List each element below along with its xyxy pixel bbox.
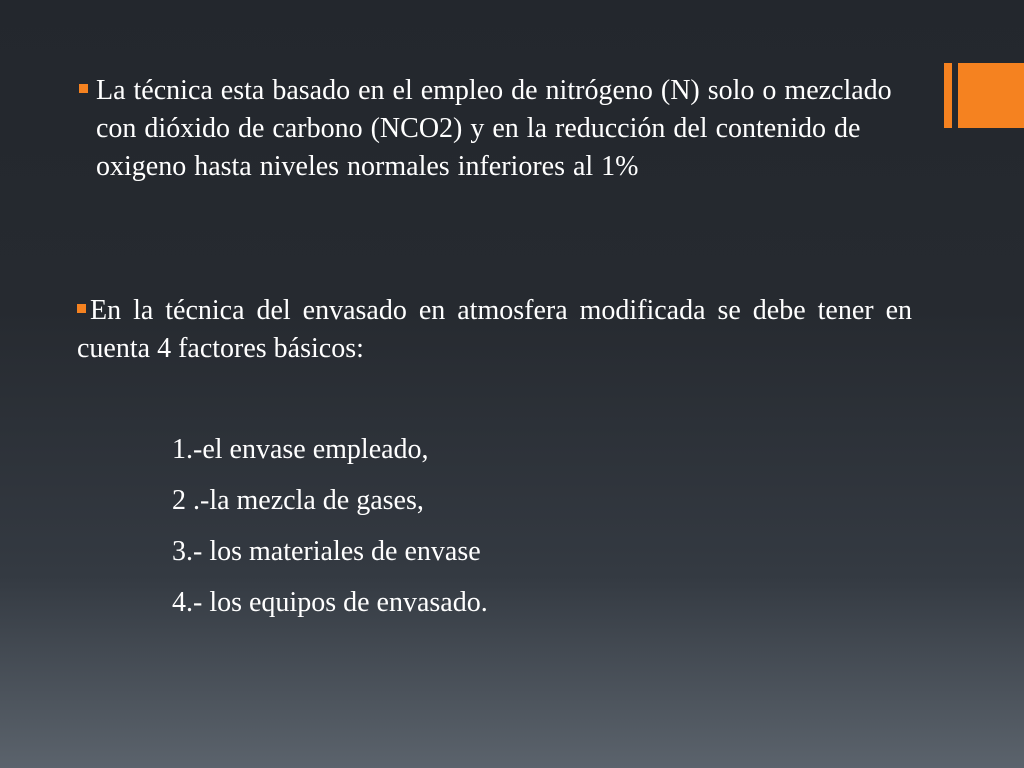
paragraph-1-text: La técnica esta basado en el empleo de nitrógeno (N) solo o mezclado con dióxido de carbono (NCO2) y en la reducción del contenido de oxigeno hasta niveles normales inferiores al 1% [96, 75, 892, 182]
list-item: 1.-el envase empleado, [172, 434, 429, 465]
list-item: 2 .-la mezcla de gases, [172, 485, 424, 516]
accent-thin-bar [944, 63, 952, 128]
bullet-paragraph-1 [96, 72, 926, 186]
square-bullet-icon [77, 304, 86, 313]
list-item: 3.- los materiales de envase [172, 536, 481, 567]
bullet-paragraph-2 [77, 292, 912, 368]
accent-block [958, 63, 1024, 128]
paragraph-2-text: En la técnica del envasado en atmosfera modificada se debe tener en cuenta 4 factores básicos: [77, 295, 912, 364]
list-item: 4.- los equipos de envasado. [172, 587, 488, 618]
square-bullet-icon [79, 84, 88, 93]
accent-decoration [944, 63, 1024, 128]
factors-list [172, 431, 488, 635]
